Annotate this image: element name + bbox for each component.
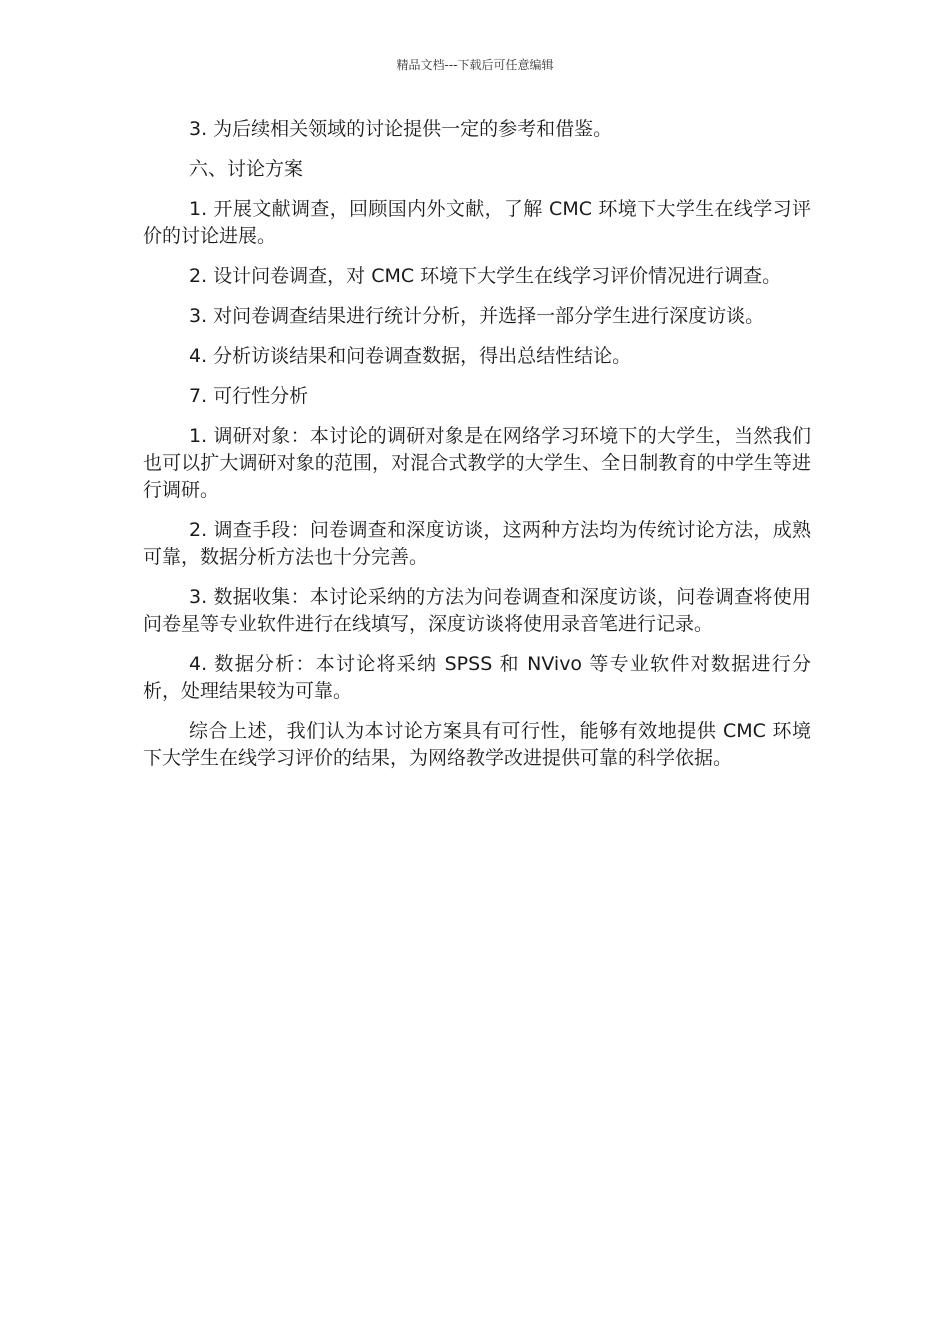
paragraph-plan-3: 3. 对问卷调查结果进行统计分析，并选择一部分学生进行深度访谈。 (189, 305, 765, 327)
document-body (143, 116, 811, 785)
paragraph-feasibility-2: 2. 调查手段：问卷调查和深度访谈，这两种方法均为传统讨论方法，成熟可靠，数据分析方法也十分完善。 (143, 519, 811, 568)
paragraph-feasibility-4: 4. 数据分析：本讨论将采纳 SPSS 和 NVivo 等专业软件对数据进行分析，处理结果较为可靠。 (143, 653, 811, 702)
page-header: 精品文档---下载后可任意编辑 (396, 58, 554, 72)
paragraph-feasibility-1: 1. 调研对象：本讨论的调研对象是在网络学习环境下的大学生，当然我们也可以扩大调研对象的范围，对混合式教学的大学生、全日制教育的中学生等进行调研。 (143, 425, 811, 501)
section-heading-feasibility: 7. 可行性分析 (189, 385, 309, 407)
paragraph-conclusion: 综合上述，我们认为本讨论方案具有可行性，能够有效地提供 CMC 环境下大学生在线学习评价的结果，为网络教学改进提供可靠的科学依据。 (143, 720, 811, 769)
paragraph-feasibility-3: 3. 数据收集：本讨论采纳的方法为问卷调查和深度访谈，问卷调查将使用问卷星等专业软件进行在线填写，深度访谈将使用录音笔进行记录。 (143, 586, 811, 635)
paragraph-plan-4: 4. 分析访谈结果和问卷调查数据，得出总结性结论。 (189, 345, 632, 367)
paragraph-plan-2: 2. 设计问卷调查，对 CMC 环境下大学生在线学习评价情况进行调查。 (189, 265, 782, 287)
paragraph-goal-3: 3. 为后续相关领域的讨论提供一定的参考和借鉴。 (189, 118, 613, 140)
section-heading-plan: 六、讨论方案 (189, 158, 304, 180)
paragraph-plan-1: 1. 开展文献调查，回顾国内外文献，了解 CMC 环境下大学生在线学习评价的讨论进展。 (143, 198, 811, 247)
